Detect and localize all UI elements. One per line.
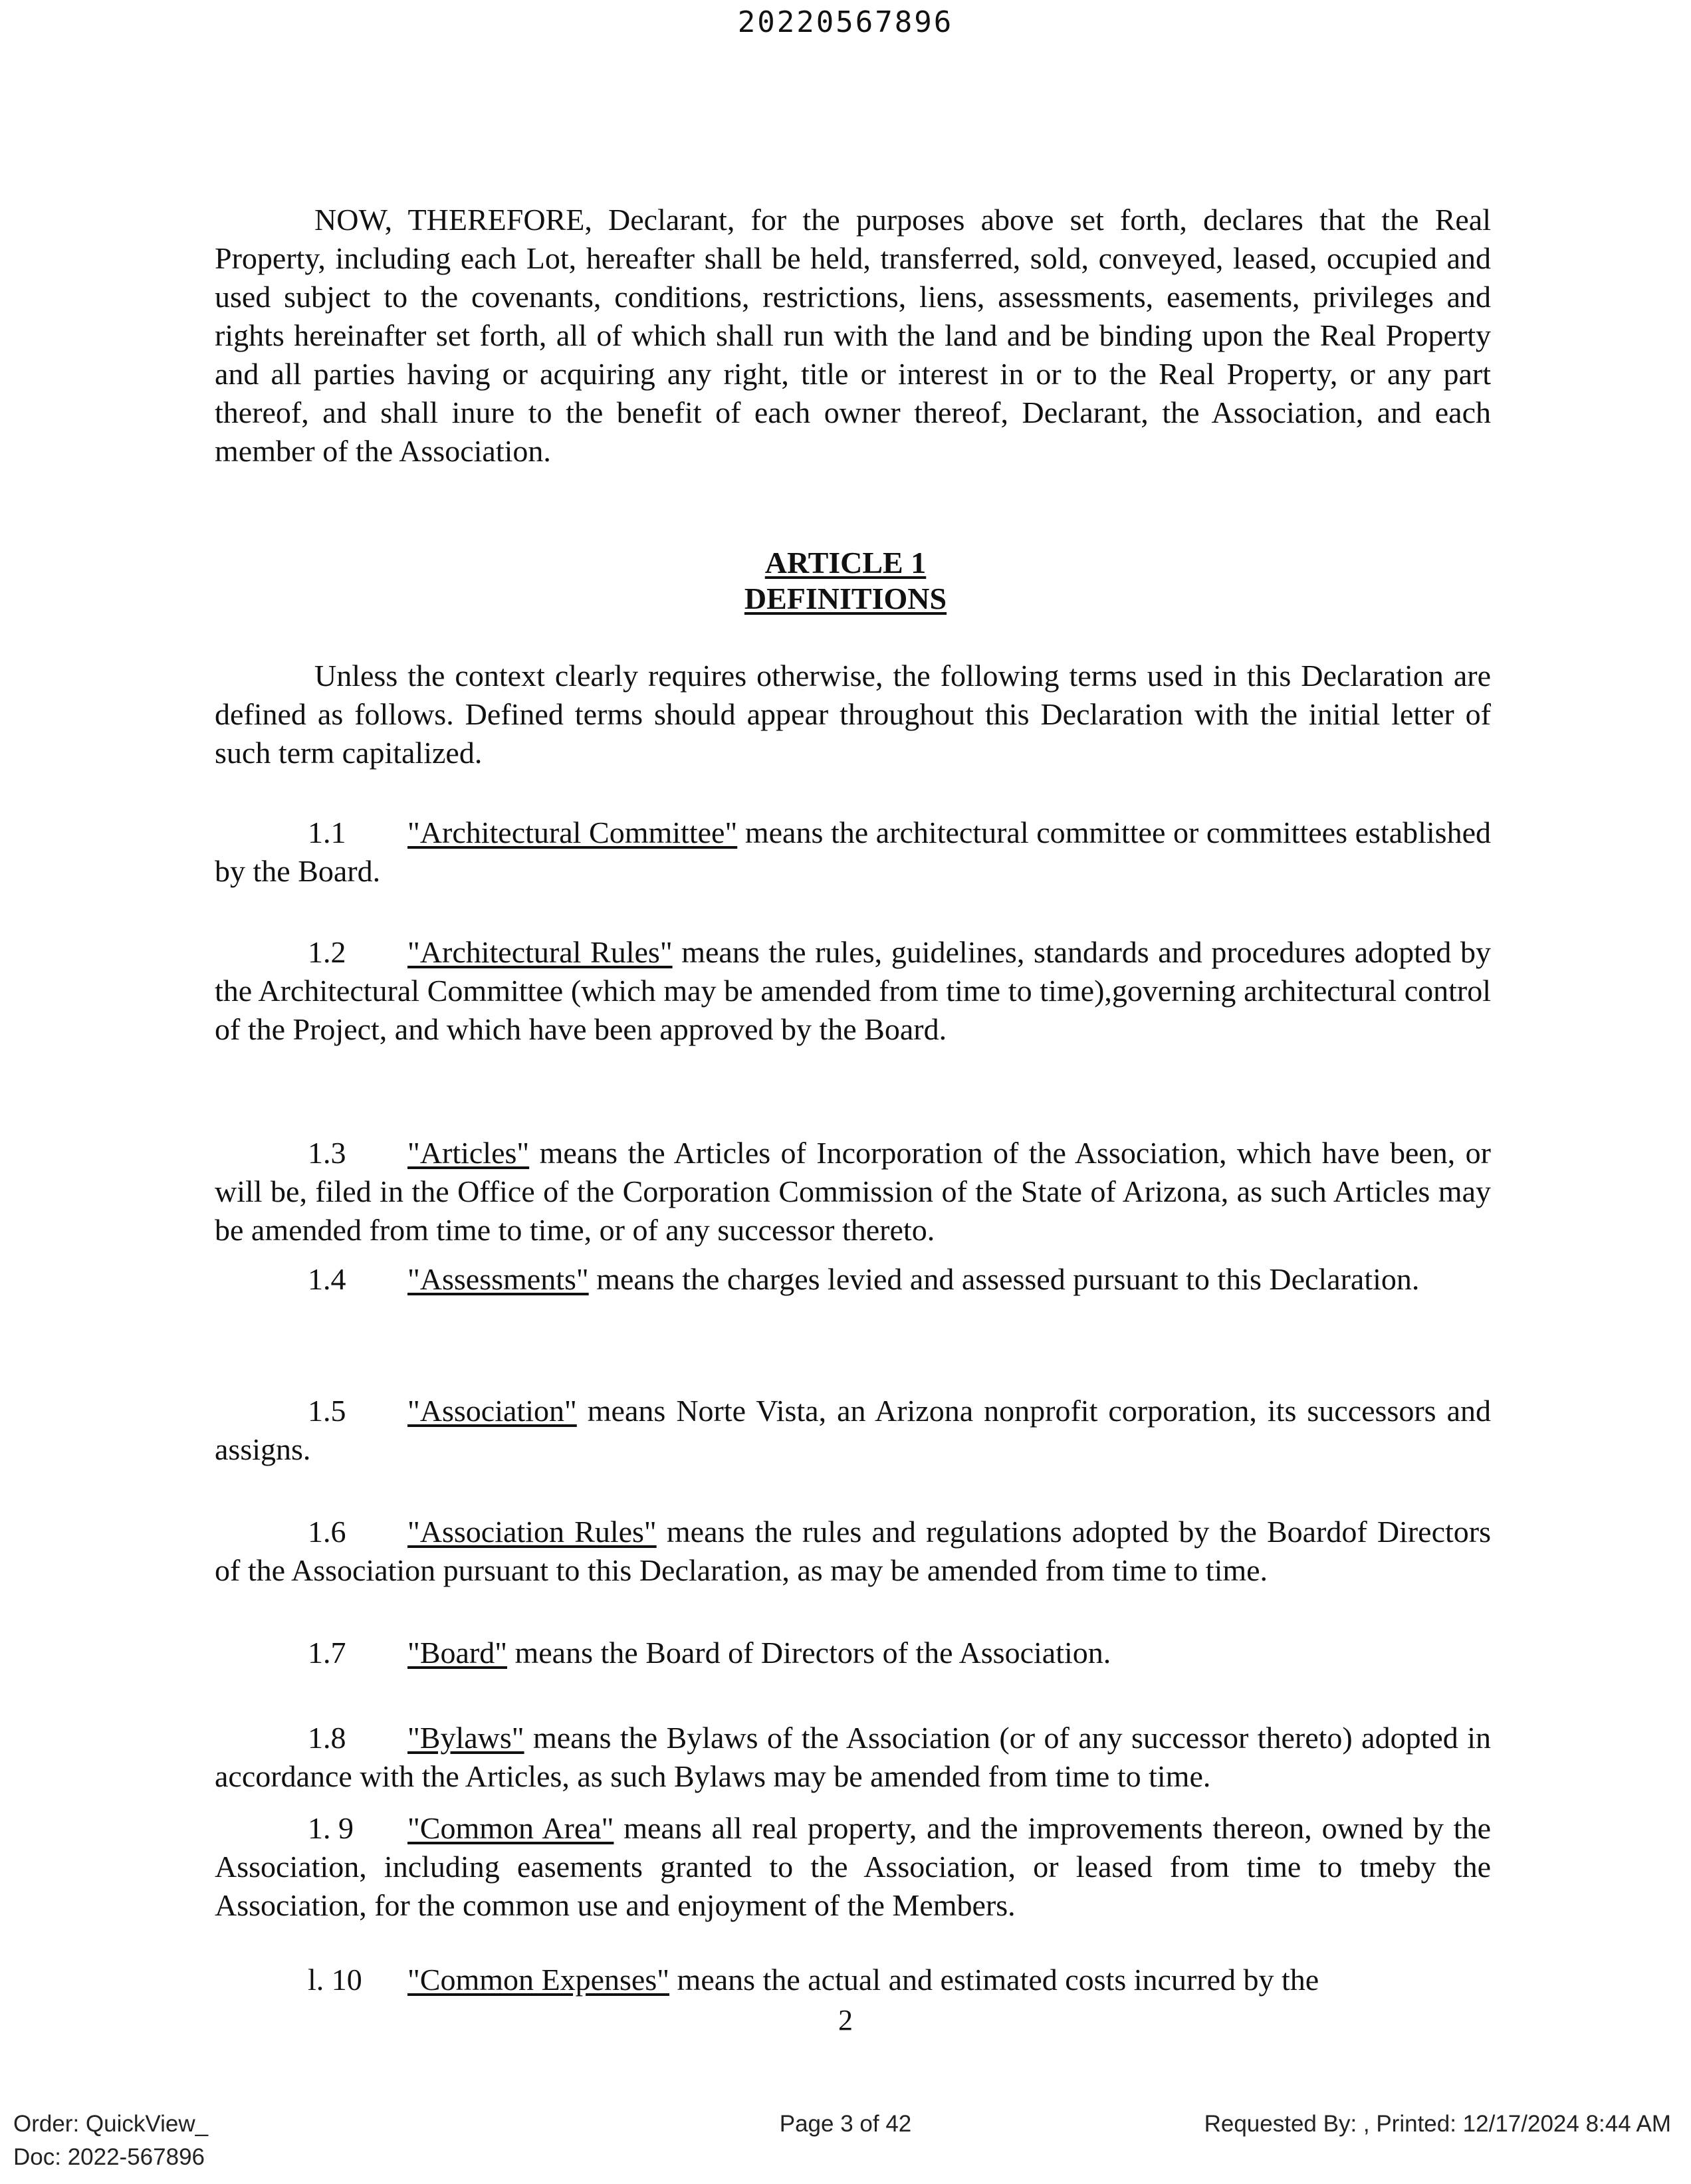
section-1-9 [215,1809,1491,1925]
section-1-10 [215,1961,1491,1999]
defined-term: "Architectural Rules" [407,935,673,969]
article-subtitle: DEFINITIONS [744,582,947,615]
section-1-6 [215,1513,1491,1590]
section-text: means the Bylaws of the Association (or of any successor thereto) adopted in accordance with the Articles, as such Bylaws may be amended from time to time. [215,1721,1491,1793]
defined-term: "Common Expenses" [407,1963,670,1997]
section-number: 1.5 [308,1394,346,1428]
section-number: 1.4 [308,1262,346,1296]
section-text: means the charges levied and assessed pursuant to this Declaration. [588,1262,1420,1296]
defined-term: "Assessments" [407,1262,589,1296]
section-number: 1.8 [308,1721,346,1755]
section-number: 1.6 [308,1515,346,1549]
section-number: l. 10 [308,1963,362,1997]
defined-term: "Common Area" [407,1811,614,1845]
section-1-5 [215,1392,1491,1469]
section-number: 1.2 [308,935,346,969]
section-text: means the actual and estimated costs incurred by the [669,1963,1319,1997]
section-1-4 [215,1260,1491,1299]
footer-page-count: Page 3 of 42 [779,2111,912,2137]
defined-term: "Architectural Committee" [407,816,738,849]
section-1-8 [215,1719,1491,1796]
section-text: means Norte Vista, an Arizona nonprofit corporation, its successors and assigns. [215,1394,1491,1466]
section-text: means the rules, guidelines, standards and procedures adopted by the Architectural Committee (which may be amended from time to time),governing architectural control of the Project, and which have been approved by the Board. [215,935,1491,1046]
article-title: ARTICLE 1 [764,546,927,580]
intro-paragraph: NOW, THEREFORE, Declarant, for the purposes above set forth, declares that the Real Property, including each Lot, hereafter shall be held, transferred, sold, conveyed, leased, occupied and used subject to the covenants, conditions, restrictions, liens, assessments, easements, privileges and rights hereinafter set forth, all of which shall run with the land and be binding upon the Real Property and all parties having or acquiring any right, title or interest in or to the Real Property, or any part thereof, and shall inure to the benefit of each owner thereof, Declarant, the Association, and each member of the Association. [215,203,1491,468]
defined-term: "Articles" [407,1136,530,1170]
page-number: 2 [838,2004,853,2036]
footer-requested-printed: Requested By: , Printed: 12/17/2024 8:44 AM [1204,2111,1671,2137]
document-number: 20220567896 [737,5,954,39]
footer-order: Order: QuickView_ [13,2111,209,2137]
defined-term: "Bylaws" [407,1721,524,1755]
section-1-1 [215,814,1491,891]
defined-term: "Association" [407,1394,577,1428]
section-text: means the rules and regulations adopted by the Boardof Directors of the Association pursuant to this Declaration, as may be amended from time to time. [215,1515,1491,1587]
section-number: 1.1 [308,816,346,849]
section-1-2 [215,933,1491,1049]
footer-doc: Doc: 2022-567896 [13,2144,205,2170]
section-1-7 [215,1634,1491,1672]
defined-term: "Board" [407,1636,507,1670]
defined-term: "Association Rules" [407,1515,657,1549]
section-text: means the Articles of Incorporation of the Association, which have been, or will be, filed in the Office of the Corporation Commission of the State of Arizona, as such Articles may be amended from time to time, or of any successor thereto. [215,1136,1491,1247]
section-number: 1.7 [308,1636,346,1670]
section-1-3 [215,1134,1491,1250]
definitions-intro: Unless the context clearly requires otherwise, the following terms used in this Declaration are defined as follows. Defined terms should appear throughout this Declaration with the initial letter of such term capitalized. [215,659,1491,770]
section-text: means all real property, and the improvements thereon, owned by the Association, including easements granted to the Association, or leased from time to tmeby the Association, for the common use and enjoyment of the Members. [215,1811,1492,1922]
section-text: means the architectural committee or committees established by the Board. [215,816,1491,888]
article-heading [0,545,1691,617]
section-number: 1. 9 [308,1811,354,1845]
section-number: 1.3 [308,1136,346,1170]
section-text: means the Board of Directors of the Association. [507,1636,1111,1670]
